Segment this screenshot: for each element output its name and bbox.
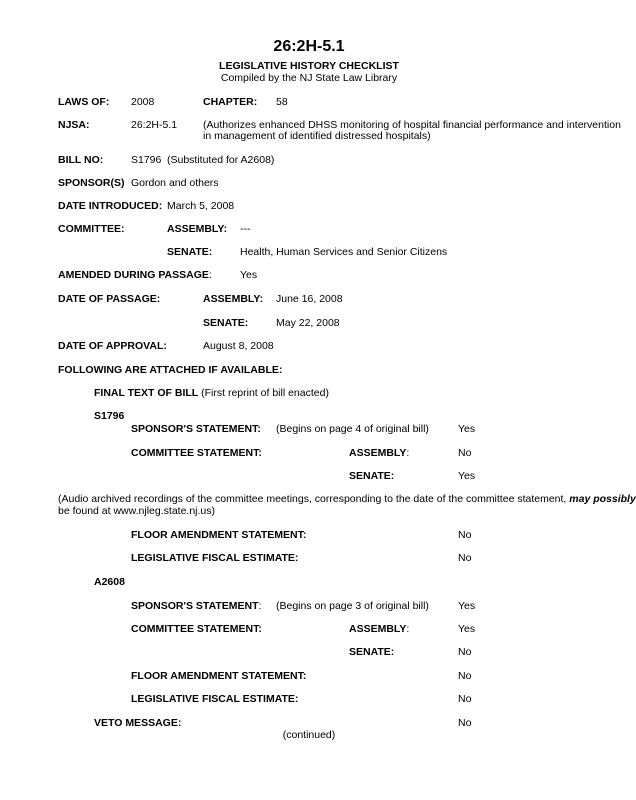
a2608-floor-amendment-value: No (458, 670, 472, 682)
a2608-committee-senate-value: No (458, 646, 472, 658)
audio-note-emphasis: may possibly (569, 493, 636, 505)
njsa-description-line2: in management of identified distressed hospitals) (203, 130, 431, 142)
bill-no-value: S1796 (131, 154, 162, 166)
laws-of-label: LAWS OF: (58, 96, 110, 108)
continued-note: (continued) (282, 729, 336, 741)
passage-assembly-label: ASSEMBLY: (203, 293, 264, 305)
final-text-note: (First reprint of bill enacted) (201, 387, 329, 399)
audio-note-line1 (58, 493, 636, 505)
a2608-committee-assembly-colon: : (406, 623, 410, 635)
s1796-heading: S1796 (94, 410, 125, 422)
a2608-sponsor-statement-value: Yes (458, 600, 476, 612)
s1796-floor-amendment-label: FLOOR AMENDMENT STATEMENT: (131, 529, 307, 541)
s1796-committee-assembly-label: ASSEMBLY (349, 447, 407, 459)
committee-senate-value: Health, Human Services and Senior Citizens (240, 246, 448, 258)
veto-message-label: VETO MESSAGE: (94, 717, 182, 729)
veto-message-value: No (458, 717, 472, 729)
s1796-committee-senate-label: SENATE: (349, 470, 395, 482)
date-of-approval-value: August 8, 2008 (203, 340, 274, 352)
passage-senate-value: May 22, 2008 (276, 317, 340, 329)
chapter-value: 58 (276, 96, 288, 108)
amended-line (58, 269, 212, 281)
committee-senate-label: SENATE: (167, 246, 213, 258)
audio-note-text: (Audio archived recordings of the committee meetings, corresponding to the date of the committee statement, (58, 493, 570, 505)
bill-no-note: (Substituted for A2608) (167, 154, 275, 166)
final-text-line (94, 387, 329, 399)
njsa-description-line1: (Authorizes enhanced DHSS monitoring of hospital financial performance and intervention (203, 119, 621, 131)
committee-label: COMMITTEE: (58, 223, 125, 235)
a2608-sponsor-statement-note: (Begins on page 3 of original bill) (276, 600, 429, 612)
sponsors-value: Gordon and others (131, 177, 219, 189)
amended-label: AMENDED DURING PASSAGE (58, 269, 209, 281)
a2608-committee-statement-label: COMMITTEE STATEMENT: (131, 623, 262, 635)
a2608-committee-assembly-value: Yes (458, 623, 476, 635)
passage-assembly-value: June 16, 2008 (276, 293, 343, 305)
amended-colon: : (208, 269, 212, 281)
njsa-label: NJSA: (58, 119, 90, 131)
a2608-committee-assembly-line (349, 623, 409, 635)
attached-heading: FOLLOWING ARE ATTACHED IF AVAILABLE: (58, 364, 283, 376)
a2608-sponsor-statement-colon: : (258, 600, 262, 612)
sponsors-label: SPONSOR(S) (58, 177, 125, 189)
s1796-sponsor-statement-value: Yes (458, 423, 476, 435)
a2608-fiscal-estimate-label: LEGISLATIVE FISCAL ESTIMATE: (131, 693, 299, 705)
document-subtitle: LEGISLATIVE HISTORY CHECKLIST (219, 60, 399, 72)
compiled-by: Compiled by the NJ State Law Library (220, 72, 398, 84)
bill-no-label: BILL NO: (58, 154, 104, 166)
committee-assembly-label: ASSEMBLY: (167, 223, 228, 235)
a2608-floor-amendment-label: FLOOR AMENDMENT STATEMENT: (131, 670, 307, 682)
committee-assembly-value: --- (240, 223, 251, 235)
a2608-sponsor-statement-label: SPONSOR'S STATEMENT (131, 600, 259, 612)
a2608-committee-assembly-label: ASSEMBLY (349, 623, 407, 635)
s1796-floor-amendment-value: No (458, 529, 472, 541)
audio-note-line2: be found at www.njleg.state.nj.us) (58, 505, 216, 517)
date-introduced-value: March 5, 2008 (167, 200, 235, 212)
s1796-committee-assembly-colon: : (406, 447, 410, 459)
chapter-label: CHAPTER: (203, 96, 258, 108)
s1796-fiscal-estimate-label: LEGISLATIVE FISCAL ESTIMATE: (131, 552, 299, 564)
date-of-approval-label: DATE OF APPROVAL: (58, 340, 167, 352)
a2608-sponsor-statement-line (131, 600, 261, 612)
page-title: 26:2H-5.1 (273, 38, 345, 55)
passage-senate-label: SENATE: (203, 317, 249, 329)
s1796-fiscal-estimate-value: No (458, 552, 472, 564)
s1796-committee-senate-value: Yes (458, 470, 476, 482)
a2608-fiscal-estimate-value: No (458, 693, 472, 705)
njsa-value: 26:2H-5.1 (131, 119, 178, 131)
s1796-committee-assembly-value: No (458, 447, 472, 459)
s1796-sponsor-statement-label: SPONSOR'S STATEMENT: (131, 423, 261, 435)
a2608-committee-senate-label: SENATE: (349, 646, 395, 658)
date-introduced-label: DATE INTRODUCED: (58, 200, 163, 212)
amended-value: Yes (240, 269, 258, 281)
s1796-committee-statement-label: COMMITTEE STATEMENT: (131, 447, 262, 459)
s1796-committee-assembly-line (349, 447, 409, 459)
laws-of-value: 2008 (131, 96, 155, 108)
date-of-passage-label: DATE OF PASSAGE: (58, 293, 161, 305)
a2608-heading: A2608 (94, 576, 125, 588)
s1796-sponsor-statement-note: (Begins on page 4 of original bill) (276, 423, 429, 435)
final-text-label: FINAL TEXT OF BILL (94, 387, 199, 399)
